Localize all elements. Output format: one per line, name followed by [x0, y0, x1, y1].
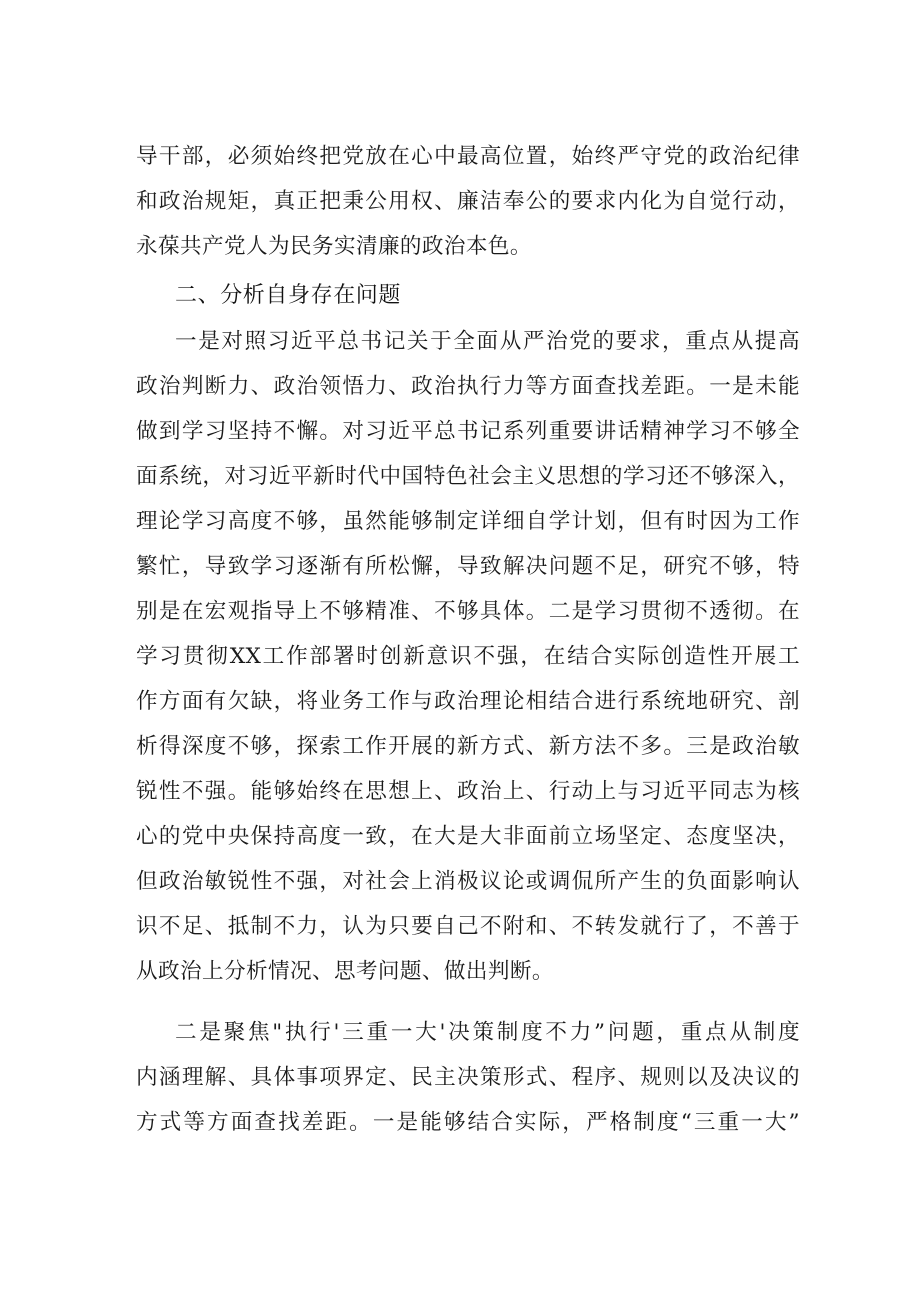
paragraph-2-line-4: 面系统，对习近平新时代中国特色社会主义思想的学习还不够深入， [136, 464, 800, 489]
paragraph-1-line-1: 导干部，必须始终把党放在心中最高位置，始终严守党的政治纪律 [136, 144, 800, 169]
paragraph-2-line-11: 锐性不强。能够始终在思想上、政治上、行动上与习近平同志为核 [136, 779, 800, 804]
paragraph-1-line-3: 永葆共产党人为民务实清廉的政治本色。 [136, 234, 532, 259]
paragraph-3-line-2: 内涵理解、具体事项界定、民主决策形式、程序、规则以及决议的 [136, 1065, 800, 1090]
paragraph-2-line-15: 从政治上分析情况、思考问题、做出判断。 [136, 959, 554, 984]
paragraph-3-line-3: 方式等方面查找差距。一是能够结合实际，严格制度“三重一大” [136, 1110, 800, 1135]
paragraph-2-line-5: 理论学习高度不够，虽然能够制定详细自学计划，但有时因为工作 [136, 509, 800, 534]
paragraph-2-line-1: 一是对照习近平总书记关于全面从严治党的要求，重点从提高 [175, 329, 800, 354]
paragraph-2-line-10: 析得深度不够，探索工作开展的新方式、新方法不多。三是政治敏 [136, 734, 800, 759]
paragraph-2-line-2: 政治判断力、政治领悟力、政治执行力等方面查找差距。一是未能 [136, 374, 800, 399]
paragraph-2-line-14: 识不足、抵制不力，认为只要自己不附和、不转发就行了，不善于 [136, 914, 800, 939]
paragraph-2-line-8: 学习贯彻XX工作部署时创新意识不强，在结合实际创造性开展工 [136, 644, 800, 669]
paragraph-1-line-2: 和政治规矩，真正把秉公用权、廉洁奉公的要求内化为自觉行动， [136, 189, 800, 214]
paragraph-2-line-12: 心的党中央保持高度一致，在大是大非面前立场坚定、态度坚决， [136, 824, 800, 849]
paragraph-2-line-3: 做到学习坚持不懈。对习近平总书记系列重要讲话精神学习不够全 [136, 419, 800, 444]
paragraph-2-line-9: 作方面有欠缺，将业务工作与政治理论相结合进行系统地研究、剖 [136, 689, 800, 714]
paragraph-2-line-13: 但政治敏锐性不强，对社会上消极议论或调侃所产生的负面影响认 [136, 869, 800, 894]
paragraph-3-line-1: 二是聚焦"执行'三重一大'决策制度不力”问题，重点从制度 [175, 1020, 800, 1045]
paragraph-2-line-7: 别是在宏观指导上不够精准、不够具体。二是学习贯彻不透彻。在 [136, 599, 800, 624]
paragraph-2-line-6: 繁忙，导致学习逐渐有所松懈，导致解决问题不足，研究不够，特 [136, 554, 800, 579]
section-heading: 二、分析自身存在问题 [175, 283, 402, 308]
